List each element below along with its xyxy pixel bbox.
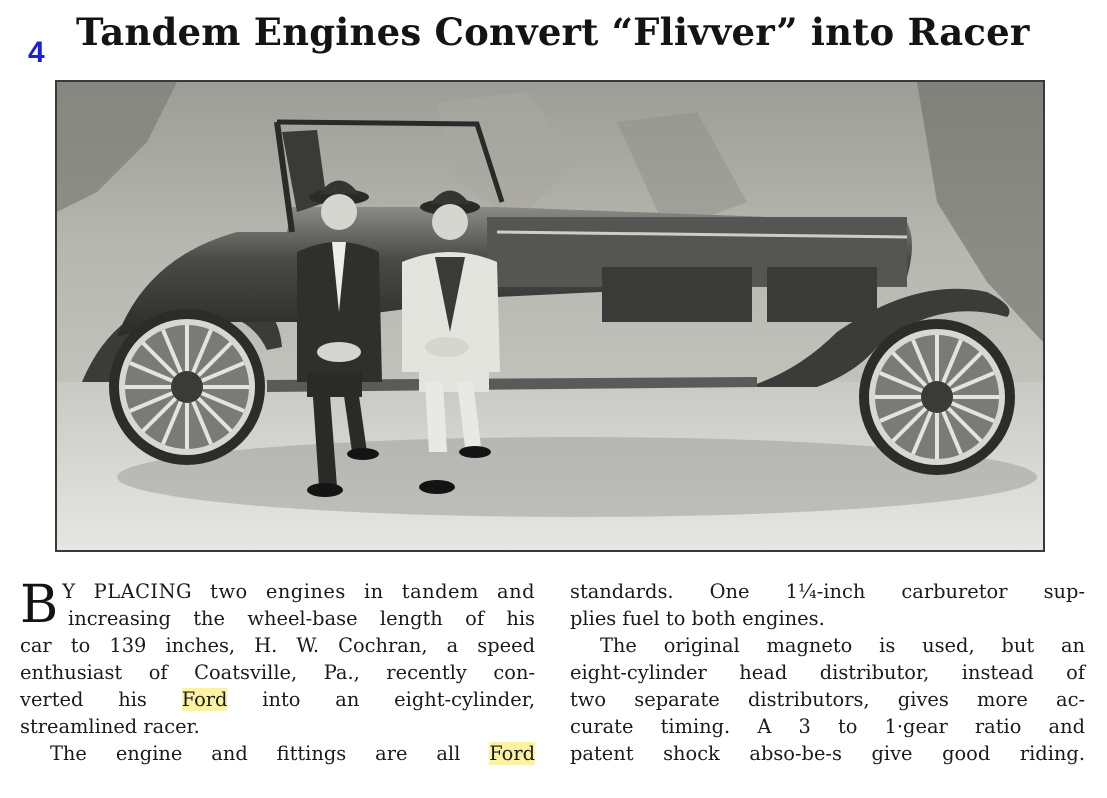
vintage-car-photo-icon [57, 82, 1043, 550]
text-line: car to 139 inches, H. W. Cochran, a speed [20, 634, 535, 657]
text-line: plies fuel to both engines. [570, 607, 825, 630]
text-line: eight-cylinder head distributor, instead of [570, 661, 1085, 684]
text-line: The original magneto is used, but an [600, 634, 1085, 657]
highlighted-term: Ford [181, 688, 228, 711]
page-number: 4 [28, 36, 45, 69]
highlighted-term: Ford [489, 742, 535, 765]
text-line: two separate distributors, gives more ac- [570, 688, 1085, 711]
text-line: Y PLACING two engines in tandem and [62, 580, 535, 603]
article-headline: Tandem Engines Convert “Flivver” into Racer [76, 10, 1030, 54]
drop-cap: B [20, 575, 59, 635]
article-column-right [570, 578, 1085, 767]
article-column-left [20, 575, 535, 767]
text-line: verted his Ford into an eight-cylinder, [20, 688, 535, 711]
text-line: streamlined racer. [20, 715, 200, 738]
text-line: patent shock abso-be-s give good riding. [570, 742, 1085, 765]
text-line: curate timing. A 3 to 1·gear ratio and [570, 715, 1085, 738]
text-line: The engine and fittings are all Ford [50, 742, 535, 765]
text-line: standards. One 1¼-inch carburetor sup- [570, 580, 1085, 603]
article-photo [55, 80, 1045, 552]
text-line: increasing the wheel-base length of his [68, 607, 535, 630]
text-line: enthusiast of Coatsville, Pa., recently con- [20, 661, 535, 684]
